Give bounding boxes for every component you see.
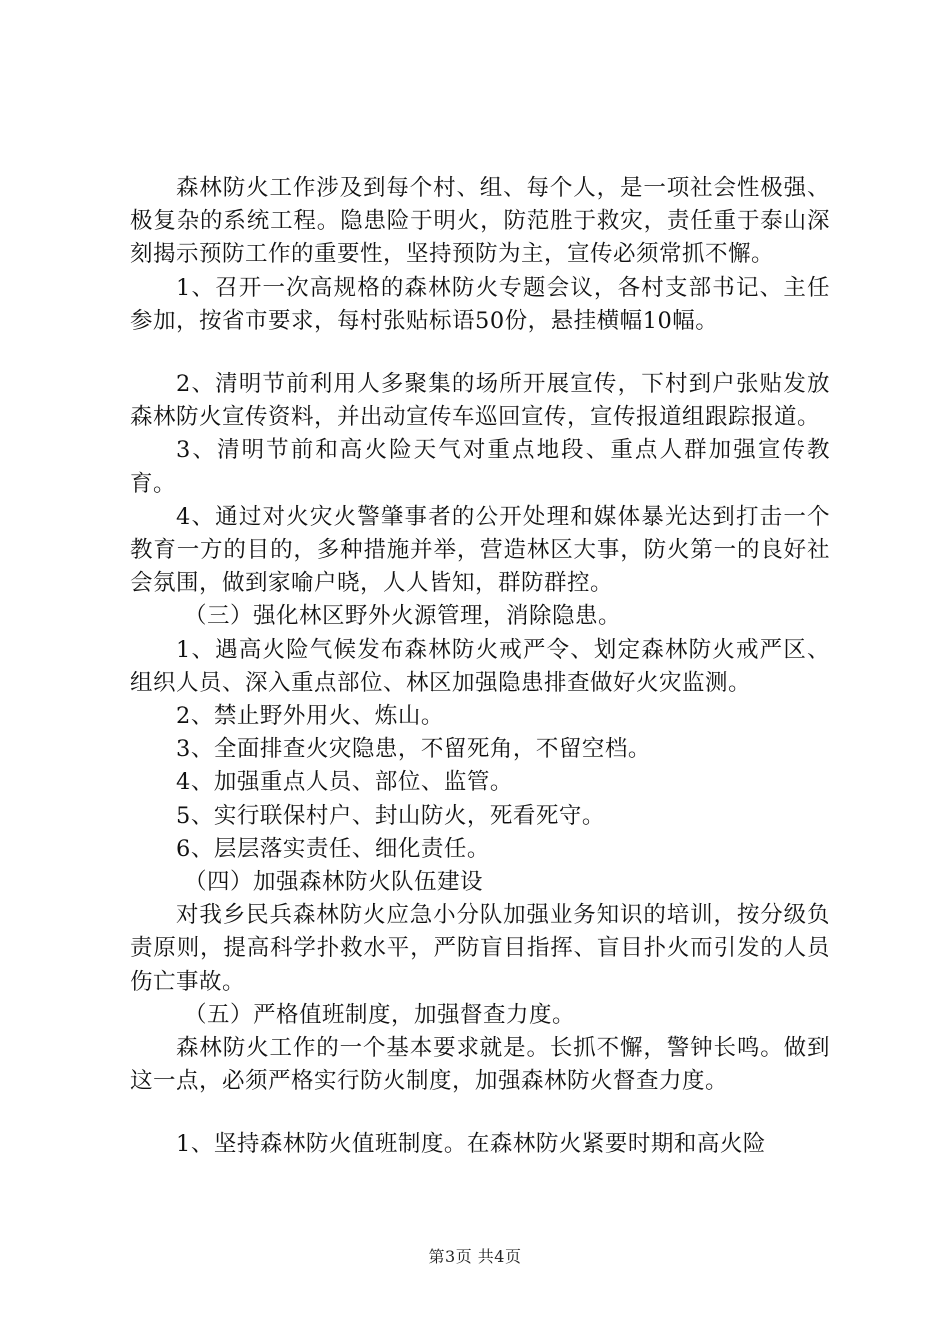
document-body [130, 172, 830, 1162]
paragraph-item-2-qingming: 2、清明节前利用人多聚集的场所开展宣传，下村到户张贴发放森林防火宣传资料，并出动宣传车巡回宣传，宣传报道组跟踪报道。 [130, 371, 830, 431]
section-heading-3: （三）强化林区野外火源管理，消除隐患。 [184, 603, 622, 630]
paragraph-joint-guard: 5、实行联保村户、封山防火，死看死守。 [176, 802, 605, 829]
paragraph-responsibility: 6、层层落实责任、细化责任。 [176, 835, 490, 862]
paragraph-no-fire: 2、禁止野外用火、炼山。 [176, 703, 444, 730]
section-heading-5: （五）严格值班制度，加强督查力度。 [184, 1001, 576, 1028]
paragraph-duty-system: 1、坚持森林防火值班制度。在森林防火紧要时期和高火险 [176, 1131, 766, 1158]
paragraph-item-3-weather: 3、清明节前和高火险天气对重点地段、重点人群加强宣传教育。 [130, 437, 830, 497]
paragraph-basic-requirement: 森林防火工作的一个基本要求就是。长抓不懈，警钟长鸣。做到这一点，必须严格实行防火制度，加强森林防火督查力度。 [130, 1035, 830, 1095]
paragraph-supervision: 4、加强重点人员、部位、监管。 [176, 769, 513, 796]
page-footer: 第3页 共4页 [428, 1247, 522, 1266]
paragraph-team-training: 对我乡民兵森林防火应急小分队加强业务知识的培训，按分级负责原则，提高科学扑救水平，严防盲目指挥、盲目扑火而引发的人员伤亡事故。 [130, 902, 830, 995]
paragraph-item-4-public: 4、通过对火灾火警肇事者的公开处理和媒体暴光达到打击一个教育一方的目的，多种措施并举，营造林区大事，防火第一的良好社会氛围，做到家喻户晓，人人皆知，群防群控。 [130, 503, 830, 597]
paragraph-intro: 森林防火工作涉及到每个村、组、每个人，是一项社会性极强、极复杂的系统工程。隐患险于明火，防范胜于救灾，责任重于泰山深刻揭示预防工作的重要性，坚持预防为主，宣传必须常抓不懈。 [130, 175, 830, 268]
paragraph-fire-ban: 1、遇高火险气候发布森林防火戒严令、划定森林防火戒严区、组织人员、深入重点部位、林区加强隐患排查做好火灾监测。 [130, 636, 830, 696]
section-heading-4: （四）加强森林防火队伍建设 [184, 869, 484, 896]
paragraph-inspection: 3、全面排查火灾隐患，不留死角，不留空档。 [176, 736, 651, 763]
paragraph-item-1-meeting: 1、召开一次高规格的森林防火专题会议，各村支部书记、主任参加，按省市要求，每村张贴标语50份，悬挂横幅10幅。 [130, 274, 830, 334]
